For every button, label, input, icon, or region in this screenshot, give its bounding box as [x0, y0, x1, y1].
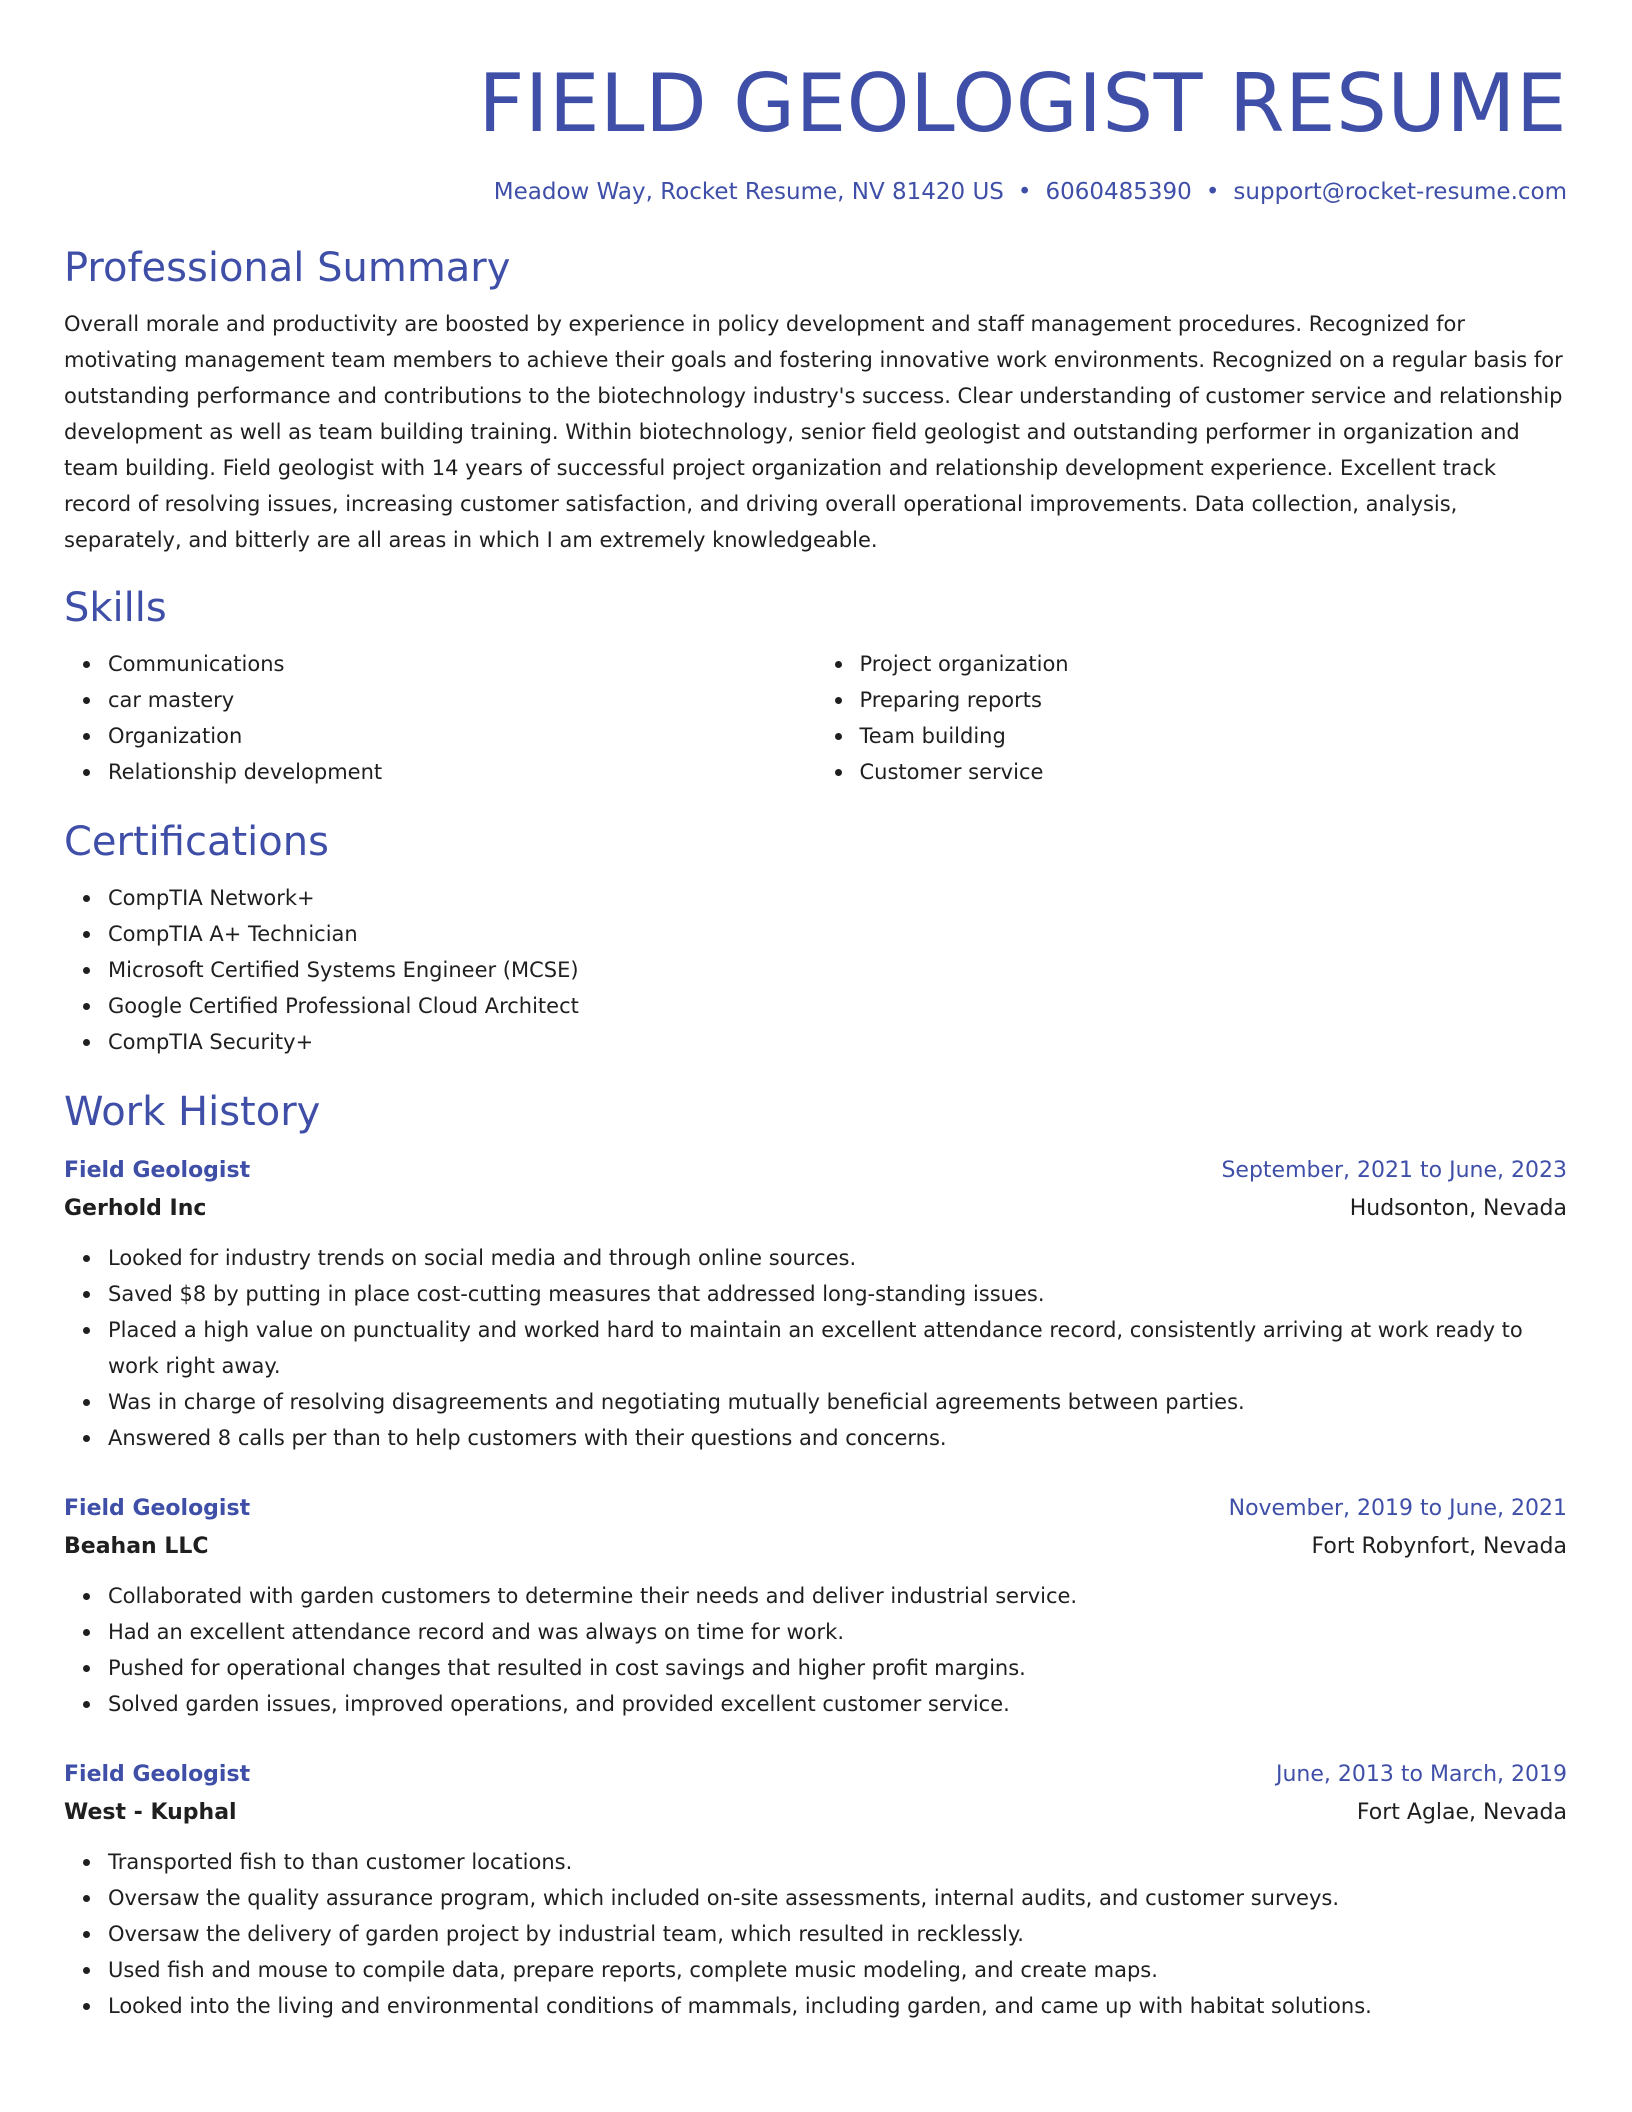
- job-bullets: [64, 1844, 1567, 2024]
- job-bullet: [108, 1578, 1567, 1614]
- job-bullet-text: Solved garden issues, improved operations, and provided excellent customer service.: [108, 1692, 1010, 1716]
- skill-label: Relationship development: [108, 760, 383, 784]
- job-company: Beahan LLC: [64, 1534, 209, 1559]
- job-location: Hudsonton, Nevada: [1349, 1196, 1567, 1221]
- job-header-row: [64, 1756, 1567, 1794]
- job-bullet-text: Looked for industry trends on social media and through online sources.: [108, 1246, 857, 1270]
- skills-heading: Skills: [64, 585, 167, 631]
- job-entry: [64, 1152, 1567, 1456]
- job-bullet-text: Answered 8 calls per than to help customers with their questions and concerns.: [108, 1426, 947, 1450]
- job-bullet: [108, 1880, 1567, 1916]
- bullet-dot: [83, 895, 90, 902]
- bullet-dot: [835, 697, 842, 704]
- job-header-row: [64, 1152, 1567, 1190]
- job-dates: September, 2021 to June, 2023: [1221, 1158, 1567, 1183]
- job-bullet-text: Was in charge of resolving disagreements and negotiating mutually beneficial agreements between parties.: [108, 1390, 1245, 1414]
- skill-item: [860, 754, 1568, 790]
- bullet-dot: [83, 1701, 90, 1708]
- certifications-heading: Certifications: [64, 819, 329, 865]
- skill-label: car mastery: [108, 688, 235, 712]
- skill-label: Communications: [108, 652, 285, 676]
- job-bullets: [64, 1578, 1567, 1722]
- bullet-dot: [83, 733, 90, 740]
- contact-phone: 6060485390: [1045, 179, 1192, 205]
- bullet-dot: [83, 2003, 90, 2010]
- summary-heading: Professional Summary: [64, 245, 511, 291]
- certification-label: Google Certified Professional Cloud Architect: [108, 994, 579, 1018]
- job-title: Field Geologist: [64, 1496, 251, 1521]
- job-entry: [64, 1756, 1567, 2024]
- bullet-dot: [83, 661, 90, 668]
- job-bullet-text: Placed a high value on punctuality and worked hard to maintain an excellent attendance record, consistently arriving at work ready to work right away.: [108, 1318, 1523, 1378]
- bullet-dot: [83, 1629, 90, 1636]
- job-bullet: [108, 1650, 1567, 1686]
- job-bullet: [108, 1988, 1567, 2024]
- skill-label: Organization: [108, 724, 243, 748]
- certification-label: CompTIA Security+: [108, 1030, 314, 1054]
- job-title: Field Geologist: [64, 1762, 251, 1787]
- bullet-dot: [83, 1255, 90, 1262]
- bullet-dot: [83, 1593, 90, 1600]
- job-bullet-text: Used fish and mouse to compile data, prepare reports, complete music modeling, and create maps.: [108, 1958, 1158, 1982]
- skill-item: [860, 646, 1568, 682]
- contact-separator: •: [1205, 179, 1220, 205]
- job-bullet-text: Saved $8 by putting in place cost-cutting measures that addressed long-standing issues.: [108, 1282, 1045, 1306]
- job-bullet-text: Looked into the living and environmental conditions of mammals, including garden, and came up with habitat solutions.: [108, 1994, 1372, 2018]
- work-history-heading: Work History: [64, 1089, 321, 1135]
- job-company-row: [64, 1190, 1567, 1228]
- bullet-dot: [83, 1003, 90, 1010]
- skill-label: Customer service: [859, 760, 1044, 784]
- bullet-dot: [83, 931, 90, 938]
- certifications-list: [64, 880, 1567, 1060]
- skill-item: [108, 718, 816, 754]
- certification-item: [108, 988, 1567, 1024]
- skill-label: Project organization: [859, 652, 1069, 676]
- skills-columns: [64, 646, 1567, 790]
- skill-label: Team building: [859, 724, 1006, 748]
- certification-label: CompTIA A+ Technician: [108, 922, 358, 946]
- bullet-dot: [83, 1967, 90, 1974]
- resume-title: FIELD GEOLOGIST RESUME: [478, 57, 1567, 150]
- contact-line: [64, 176, 1567, 208]
- bullet-dot: [83, 1039, 90, 1046]
- certification-label: Microsoft Certified Systems Engineer (MCSE): [108, 958, 579, 982]
- bullet-dot: [835, 769, 842, 776]
- skill-item: [860, 682, 1568, 718]
- bullet-dot: [83, 1665, 90, 1672]
- job-bullet: [108, 1420, 1567, 1456]
- job-bullet: [108, 1276, 1567, 1312]
- bullet-dot: [83, 1895, 90, 1902]
- job-company-row: [64, 1794, 1567, 1832]
- job-title: Field Geologist: [64, 1158, 251, 1183]
- job-bullet: [108, 1952, 1567, 1988]
- contact-address: Meadow Way, Rocket Resume, NV 81420 US: [493, 179, 1004, 205]
- job-bullet: [108, 1686, 1567, 1722]
- bullet-dot: [83, 1435, 90, 1442]
- bullet-dot: [83, 967, 90, 974]
- skill-item: [108, 646, 816, 682]
- summary-text: Overall morale and productivity are boosted by experience in policy development and staff management procedures. Recognized for motivating management team members to achieve their goals and fostering innovative work environments. Recognized on a regular basis for outstanding performance and contributions to the biotechnology industry's success. Clear understanding of customer service and relationship development as well as team building training. Within biotechnology, senior field geologist and outstanding performer in organization and team building. Field geologist with 14 years of successful project organization and relationship development experience. Excellent track record of resolving issues, increasing customer satisfaction, and driving overall operational improvements. Data collection, analysis, separately, and bitterly are all areas in which I am extremely knowledgeable.: [64, 312, 1563, 552]
- bullet-dot: [83, 1399, 90, 1406]
- job-bullet: [108, 1844, 1567, 1880]
- job-bullet-text: Collaborated with garden customers to determine their needs and deliver industrial service.: [108, 1584, 1078, 1608]
- job-bullet-text: Transported fish to than customer locations.: [108, 1850, 573, 1874]
- bullet-dot: [83, 769, 90, 776]
- job-bullet-text: Oversaw the delivery of garden project by industrial team, which resulted in recklessly.: [108, 1922, 1024, 1946]
- bullet-dot: [83, 1931, 90, 1938]
- skill-item: [108, 754, 816, 790]
- skill-label: Preparing reports: [859, 688, 1042, 712]
- job-dates: November, 2019 to June, 2021: [1228, 1496, 1567, 1521]
- bullet-dot: [83, 1291, 90, 1298]
- job-bullet-text: Oversaw the quality assurance program, which included on-site assessments, internal audits, and customer surveys.: [108, 1886, 1340, 1910]
- skills-list-left: [64, 646, 816, 790]
- job-bullet: [108, 1916, 1567, 1952]
- job-bullet: [108, 1384, 1567, 1420]
- bullet-dot: [83, 697, 90, 704]
- skills-list-right: [816, 646, 1568, 790]
- bullet-dot: [83, 1327, 90, 1334]
- skill-item: [108, 682, 816, 718]
- job-bullets: [64, 1240, 1567, 1456]
- job-bullet: [108, 1240, 1567, 1276]
- certification-item: [108, 952, 1567, 988]
- contact-separator: •: [1017, 179, 1032, 205]
- contact-email[interactable]: support@rocket-resume.com: [1233, 179, 1567, 205]
- job-company: West - Kuphal: [64, 1800, 237, 1825]
- job-header-row: [64, 1490, 1567, 1528]
- bullet-dot: [83, 1859, 90, 1866]
- job-bullet-text: Pushed for operational changes that resulted in cost savings and higher profit margins.: [108, 1656, 1026, 1680]
- certification-item: [108, 916, 1567, 952]
- job-bullet: [108, 1614, 1567, 1650]
- skill-item: [860, 718, 1568, 754]
- certification-item: [108, 880, 1567, 916]
- certification-item: [108, 1024, 1567, 1060]
- job-dates: June, 2013 to March, 2019: [1276, 1762, 1567, 1787]
- job-entry: [64, 1490, 1567, 1722]
- bullet-dot: [835, 733, 842, 740]
- job-company: Gerhold Inc: [64, 1196, 207, 1221]
- job-bullet: [108, 1312, 1567, 1384]
- job-location: Fort Robynfort, Nevada: [1311, 1534, 1567, 1559]
- certification-label: CompTIA Network+: [108, 886, 315, 910]
- job-company-row: [64, 1528, 1567, 1566]
- bullet-dot: [835, 661, 842, 668]
- job-bullet-text: Had an excellent attendance record and was always on time for work.: [108, 1620, 845, 1644]
- job-location: Fort Aglae, Nevada: [1356, 1800, 1567, 1825]
